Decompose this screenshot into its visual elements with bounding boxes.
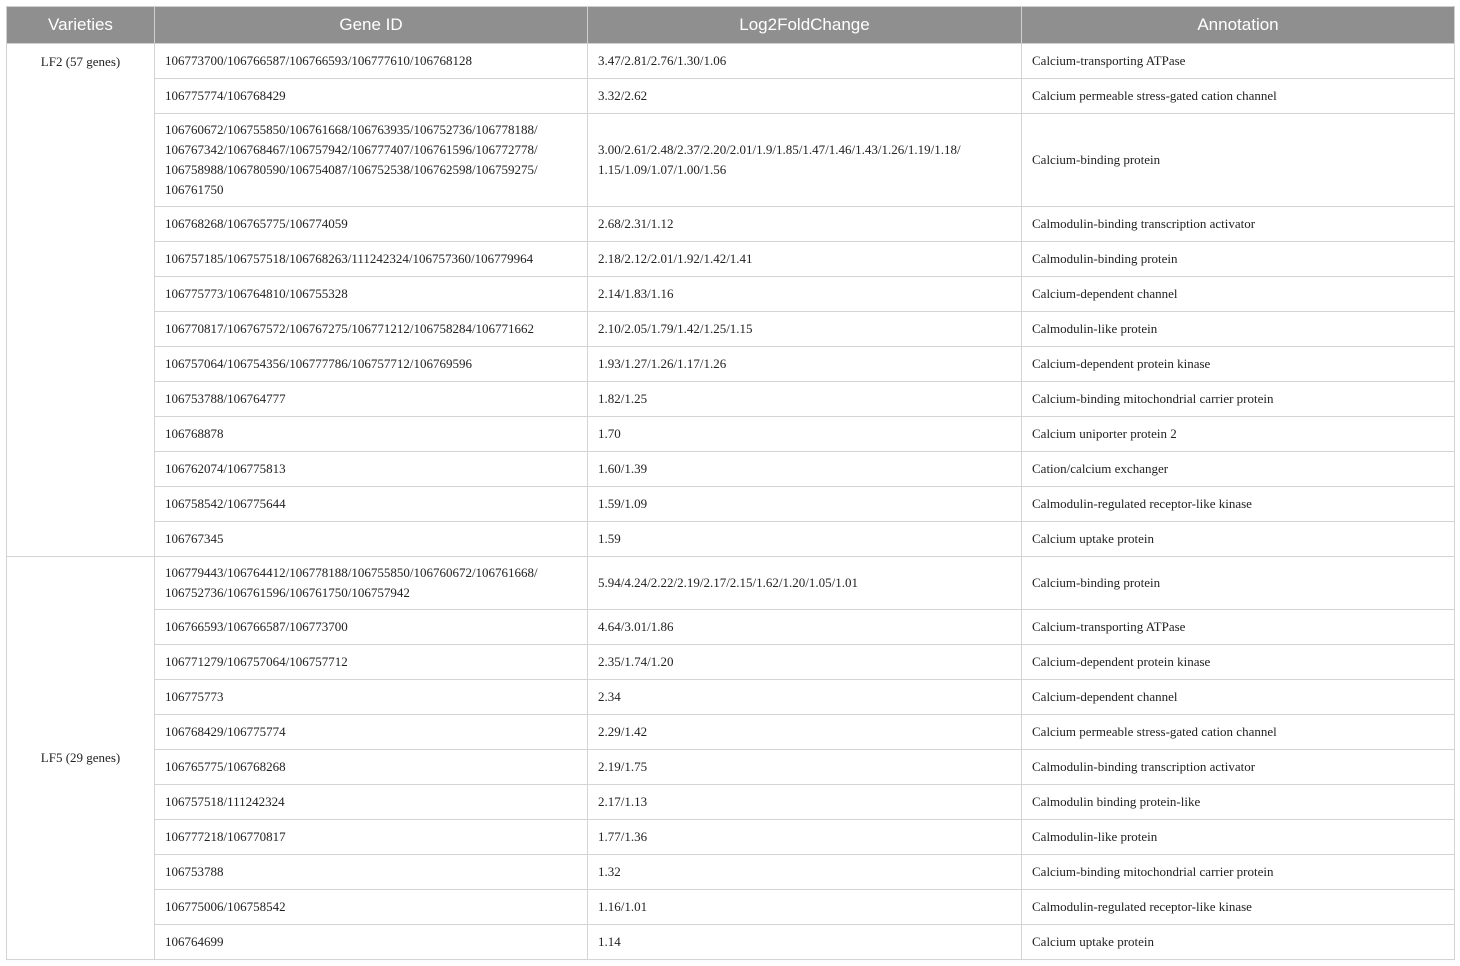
gene-id-cell: 106775006/106758542 — [155, 890, 588, 925]
table-row — [7, 452, 1455, 487]
table-body — [7, 44, 1455, 960]
table-row — [7, 44, 1455, 79]
table-row — [7, 382, 1455, 417]
gene-id-cell: 106771279/106757064/106757712 — [155, 645, 588, 680]
table-row — [7, 114, 1455, 207]
table-row — [7, 207, 1455, 242]
table-row — [7, 715, 1455, 750]
table-row — [7, 312, 1455, 347]
gene-id-cell: 106765775/106768268 — [155, 750, 588, 785]
log2foldchange-cell: 2.10/2.05/1.79/1.42/1.25/1.15 — [588, 312, 1022, 347]
table-row — [7, 610, 1455, 645]
annotation-cell: Calcium-transporting ATPase — [1022, 44, 1455, 79]
gene-id-cell: 106758542/106775644 — [155, 487, 588, 522]
table-row — [7, 820, 1455, 855]
log2foldchange-cell: 5.94/4.24/2.22/2.19/2.17/2.15/1.62/1.20/1.05/1.01 — [588, 557, 1022, 610]
gene-id-cell: 106768878 — [155, 417, 588, 452]
gene-table — [6, 6, 1455, 960]
table-container — [6, 6, 1454, 960]
table-row — [7, 890, 1455, 925]
annotation-cell: Calcium uptake protein — [1022, 925, 1455, 960]
table-row — [7, 680, 1455, 715]
gene-id-cell: 106768268/106765775/106774059 — [155, 207, 588, 242]
gene-id-cell: 106773700/106766587/106766593/106777610/106768128 — [155, 44, 588, 79]
log2foldchange-cell: 1.32 — [588, 855, 1022, 890]
table-row — [7, 557, 1455, 610]
table-row — [7, 855, 1455, 890]
gene-id-cell: 106757064/106754356/106777786/106757712/106769596 — [155, 347, 588, 382]
log2foldchange-cell: 2.17/1.13 — [588, 785, 1022, 820]
table-row — [7, 645, 1455, 680]
header-gene-id: Gene ID — [155, 7, 588, 44]
log2foldchange-cell: 3.32/2.62 — [588, 79, 1022, 114]
header-log2foldchange: Log2FoldChange — [588, 7, 1022, 44]
log2foldchange-cell: 2.34 — [588, 680, 1022, 715]
gene-id-cell: 106757185/106757518/106768263/111242324/106757360/106779964 — [155, 242, 588, 277]
header-varieties: Varieties — [7, 7, 155, 44]
annotation-cell: Calmodulin-binding transcription activator — [1022, 750, 1455, 785]
log2foldchange-cell: 2.29/1.42 — [588, 715, 1022, 750]
table-row — [7, 750, 1455, 785]
log2foldchange-cell: 1.93/1.27/1.26/1.17/1.26 — [588, 347, 1022, 382]
annotation-cell: Calmodulin-binding protein — [1022, 242, 1455, 277]
gene-id-cell: 106762074/106775813 — [155, 452, 588, 487]
annotation-cell: Calcium-dependent channel — [1022, 277, 1455, 312]
annotation-cell: Calmodulin-binding transcription activator — [1022, 207, 1455, 242]
gene-id-cell: 106779443/106764412/106778188/106755850/106760672/106761668/ 106752736/106761596/106761750/106757942 — [155, 557, 588, 610]
annotation-cell: Calcium-binding protein — [1022, 557, 1455, 610]
annotation-cell: Calcium permeable stress-gated cation channel — [1022, 715, 1455, 750]
annotation-cell: Calmodulin-regulated receptor-like kinase — [1022, 890, 1455, 925]
log2foldchange-cell: 1.59 — [588, 522, 1022, 557]
annotation-cell: Calcium uptake protein — [1022, 522, 1455, 557]
log2foldchange-cell: 1.60/1.39 — [588, 452, 1022, 487]
table-row — [7, 785, 1455, 820]
table-row — [7, 347, 1455, 382]
annotation-cell: Calcium-transporting ATPase — [1022, 610, 1455, 645]
annotation-cell: Calcium-dependent protein kinase — [1022, 645, 1455, 680]
gene-id-cell: 106775774/106768429 — [155, 79, 588, 114]
table-row — [7, 242, 1455, 277]
table-row — [7, 925, 1455, 960]
log2foldchange-cell: 2.35/1.74/1.20 — [588, 645, 1022, 680]
log2foldchange-cell: 1.14 — [588, 925, 1022, 960]
annotation-cell: Calmodulin-like protein — [1022, 312, 1455, 347]
log2foldchange-cell: 4.64/3.01/1.86 — [588, 610, 1022, 645]
table-row — [7, 277, 1455, 312]
gene-id-cell: 106760672/106755850/106761668/106763935/106752736/106778188/ 106767342/106768467/106757942/106777407/106761596/106772778/ 106758988/106780590/106754087/106752538/106762598/106759275/ 106761750 — [155, 114, 588, 207]
log2foldchange-cell: 1.59/1.09 — [588, 487, 1022, 522]
gene-id-cell: 106770817/106767572/106767275/106771212/106758284/106771662 — [155, 312, 588, 347]
log2foldchange-cell: 2.68/2.31/1.12 — [588, 207, 1022, 242]
annotation-cell: Calcium permeable stress-gated cation channel — [1022, 79, 1455, 114]
variety-cell: LF2 (57 genes) — [7, 44, 155, 557]
table-row — [7, 522, 1455, 557]
log2foldchange-cell: 2.18/2.12/2.01/1.92/1.42/1.41 — [588, 242, 1022, 277]
annotation-cell: Calcium-dependent protein kinase — [1022, 347, 1455, 382]
annotation-cell: Cation/calcium exchanger — [1022, 452, 1455, 487]
variety-cell: LF5 (29 genes) — [7, 557, 155, 960]
log2foldchange-cell: 2.19/1.75 — [588, 750, 1022, 785]
header-row — [7, 7, 1455, 44]
gene-id-cell: 106757518/111242324 — [155, 785, 588, 820]
table-header — [7, 7, 1455, 44]
gene-id-cell: 106768429/106775774 — [155, 715, 588, 750]
log2foldchange-cell: 1.16/1.01 — [588, 890, 1022, 925]
table-row — [7, 487, 1455, 522]
log2foldchange-cell: 3.47/2.81/2.76/1.30/1.06 — [588, 44, 1022, 79]
log2foldchange-cell: 1.77/1.36 — [588, 820, 1022, 855]
log2foldchange-cell: 2.14/1.83/1.16 — [588, 277, 1022, 312]
gene-id-cell: 106767345 — [155, 522, 588, 557]
log2foldchange-cell: 1.82/1.25 — [588, 382, 1022, 417]
annotation-cell: Calcium uniporter protein 2 — [1022, 417, 1455, 452]
gene-id-cell: 106753788/106764777 — [155, 382, 588, 417]
log2foldchange-cell: 1.70 — [588, 417, 1022, 452]
table-row — [7, 79, 1455, 114]
gene-id-cell: 106775773/106764810/106755328 — [155, 277, 588, 312]
gene-id-cell: 106764699 — [155, 925, 588, 960]
annotation-cell: Calmodulin-like protein — [1022, 820, 1455, 855]
table-row — [7, 417, 1455, 452]
annotation-cell: Calcium-dependent channel — [1022, 680, 1455, 715]
annotation-cell: Calcium-binding mitochondrial carrier protein — [1022, 382, 1455, 417]
header-annotation: Annotation — [1022, 7, 1455, 44]
gene-id-cell: 106775773 — [155, 680, 588, 715]
gene-id-cell: 106766593/106766587/106773700 — [155, 610, 588, 645]
annotation-cell: Calcium-binding mitochondrial carrier protein — [1022, 855, 1455, 890]
gene-id-cell: 106777218/106770817 — [155, 820, 588, 855]
gene-id-cell: 106753788 — [155, 855, 588, 890]
log2foldchange-cell: 3.00/2.61/2.48/2.37/2.20/2.01/1.9/1.85/1.47/1.46/1.43/1.26/1.19/1.18/ 1.15/1.09/1.07/1.00/1.56 — [588, 114, 1022, 207]
annotation-cell: Calmodulin binding protein-like — [1022, 785, 1455, 820]
annotation-cell: Calcium-binding protein — [1022, 114, 1455, 207]
annotation-cell: Calmodulin-regulated receptor-like kinase — [1022, 487, 1455, 522]
